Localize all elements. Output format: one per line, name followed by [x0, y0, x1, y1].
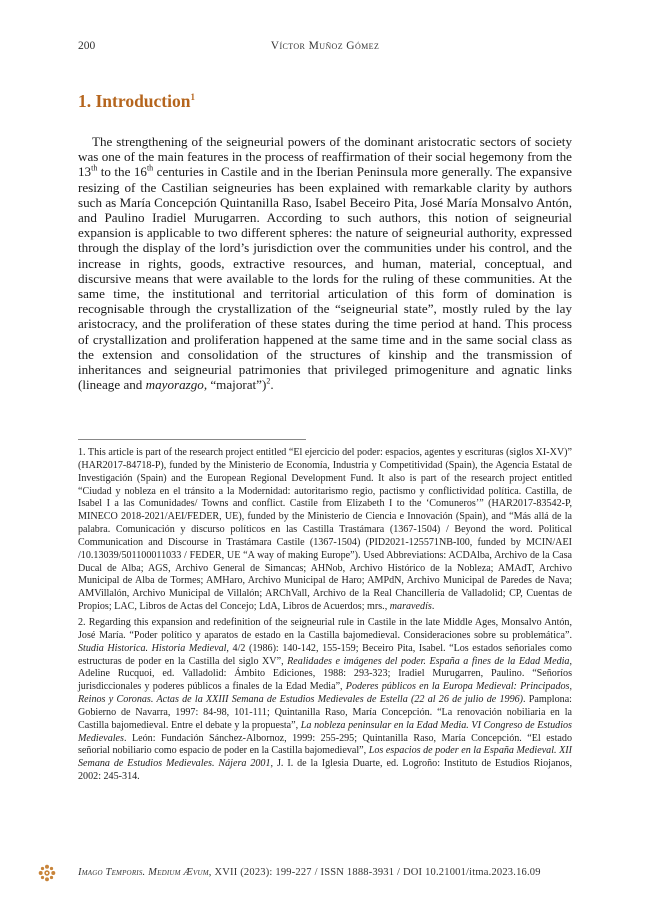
footnotes: [78, 447, 572, 787]
section-heading: [78, 91, 195, 112]
section-title: 1. Introduction: [78, 91, 191, 111]
footnote-ref-2[interactable]: 2: [266, 376, 271, 386]
footnote-italic: Poderes públicos en la Europa Medieval: Principados, Reinos y Coronas. Actas de la XXIII Semana de Estudios Medievales de Estella (22 al 26 de julio de 1996): [78, 681, 572, 706]
footnote-text: .: [431, 601, 435, 613]
footnote-separator: [78, 439, 306, 440]
journal-logo-icon: [38, 864, 56, 882]
running-head-author: Víctor Muñoz Gómez: [270, 40, 380, 52]
footnote-ref-1[interactable]: 1: [190, 92, 195, 103]
citation-details: , XVII (2023): 199-227 / ISSN 1888-3931 / DOI 10.21001/itma.2023.16.09: [208, 867, 541, 878]
footnote-text: . León: Fundación Sánchez-Albornoz, 1999: 255-295; Quintanilla Raso, María Concepción. “El estado señorial nobiliario como espacio de poder en la Castilla bajomedieval”,: [78, 732, 572, 757]
body-paragraph: [78, 134, 572, 392]
page-number: 200: [78, 40, 96, 52]
footnote-text: 1. This article is part of the research project entitled “El ejercicio del poder: espacios, agentes y escrituras (siglos XI-XV)” (HAR2017-84718-P), funded by the Ministerio de Economía, Industria y Competitividad (Spain), the Agencia Estatal de Investigación (Spain) and the European Regional Development Fund. It also is part of the research project entitled “Ciudad y nobleza en el tránsito a la Modernidad: autoritarismo regio, pactismo y conflictividad política. Castilla, de Isabel I a las Comunidades/ Towns and conflict. Castile from Elizabeth I to the ‘Comuneros’” (HAR2017-83542-P, MINECO 2018-2021/AEI/FEDER, UE), funded by the Ministerio de Ciencia e Innovación (Spain), and “Más allá de la palabra. Comunicación y discurso políticos en las Castilla Trastámara (1367-1504) / Beyond the word. Political Communication and Discourse in Trastámara Castile (1367-1504) (PID2021-125571NB-I00, funded by MCIN/AEI /10.13039/501100011033 / FEDER, UE “A way of making Europe”). Used Abbreviations: ACDAlba, Archivo de la Casa Ducal de Alba; AGS, Archivo General de Simancas; AHNob, Archivo Histórico de la Nobleza; AMAdT, Archivo Municipal de Alba de Tormes; AMHaro, Archivo Municipal de Haro; AMPdN, Archivo Municipal de Paredes de Nava; AMVillalón, Archivo Municipal de Villalón; ARChVall, Archivo de la Real Chancillería de Valladolid; CP, Cuentas de Propios; LAC, Libros de Actas del Concejo; LdA, Libros de Acuerdos; mrs.,: [78, 447, 572, 613]
body-text-span: centuries in Castile and in the Iberian Peninsula more generally. The expansive resizing of the Castilian seigneuries has been explained with remarkable clarity by authors such as María Concepción Quintanilla Raso, Isabel Beceiro Pita, José María Monsalvo Antón, and Paulino Iradiel Murugarren. According to such authors, this notion of seigneurial expansion is applicable to two different spheres: the nature of seigneurial authority, expressed through the display of the lord’s jurisdiction over the communities under his control, and the increase in rights, goods, extractive resources, and human, material, conceptual, and discursive means that were available to the lords for the ruling of these communities. At the same time, the institutional and territorial articulation of this form of domination is recognisable through the crystallization of the “seigneurial state”, mostly ruled by the lay aristocracy, and the proliferation of these states during the time period at hand. This process of crystallization and proliferation happened at the same time and in the same social class as the extension and consolidation of the structures of kinship and the transmission of inheritances and seigneurial patrimonies that privileged primogeniture and agnatic links (lineage and: [78, 164, 572, 393]
footnote-text: 2. Regarding this expansion and redefinition of the seigneurial rule in Castile in the late Middle Ages, Monsalvo Antón, José María. “Poder político y aparatos de estado en la Castilla bajomedieval. Consideraciones sobre su problemática”.: [78, 616, 572, 641]
ordinal-suffix: th: [91, 164, 98, 174]
body-text-span: to the 16: [97, 164, 147, 180]
footnote-italic: Realidades e imágenes del poder. España a fines de la Edad Media: [287, 655, 570, 667]
body-text-span: , “majorat”): [203, 377, 267, 393]
body-text-span: The strengthening of the seigneurial powers of the dominant aristocratic sectors of society was one of the main features in the process of reaffirmation of their social hegemony from the 13: [78, 134, 572, 180]
ordinal-suffix: th: [146, 164, 154, 174]
footnote-italic: Los espacios de poder en la España Medieval. XII Semana de Estudios Medievales. Nájera 2001: [78, 745, 572, 770]
footnote-2: [78, 617, 572, 784]
body-text-span: .: [270, 377, 274, 393]
page-header: [78, 40, 572, 56]
footnote-italic: maravedís: [389, 601, 432, 613]
footnote-text: . Pamplona: Gobierno de Navarra, 1997: 84-98, 101-111; Quintanilla Raso, María Concepción. “La renovación nobiliaria en la Castilla bajomedieval. Entre el debate y la propuesta”,: [78, 694, 572, 731]
footnote-text: , Adeline Rucquoi, ed. Valladolid: Ámbito Ediciones, 1988: 293-323; Iradiel Murugarren, Paulino. “Señoríos jurisdiccionales y poderes públicos a finales de la Edad Media”,: [78, 655, 572, 693]
journal-name: Imago Temporis. Medium Ævum: [78, 867, 209, 878]
footnote-1: [78, 447, 572, 614]
footer-citation: [78, 867, 572, 878]
footnote-text: , 4/2 (1986): 140-142, 155-159; Beceiro Pita, Isabel. “Los estados señoriales como estructuras de poder en la Castilla del siglo XV”,: [78, 642, 572, 667]
italic-term: mayorazgo: [145, 377, 204, 393]
page-footer: [38, 866, 572, 882]
footnote-italic: La nobleza peninsular en la Edad Media. VI Congreso de Estudios Medievales: [78, 719, 572, 744]
footnote-text: , J. I. de la Iglesia Duarte, ed. Logroño: Instituto de Estudios Riojanos, 2002: 245-314.: [78, 758, 572, 783]
footnote-italic: Studia Historica. Historia Medieval: [78, 642, 227, 654]
